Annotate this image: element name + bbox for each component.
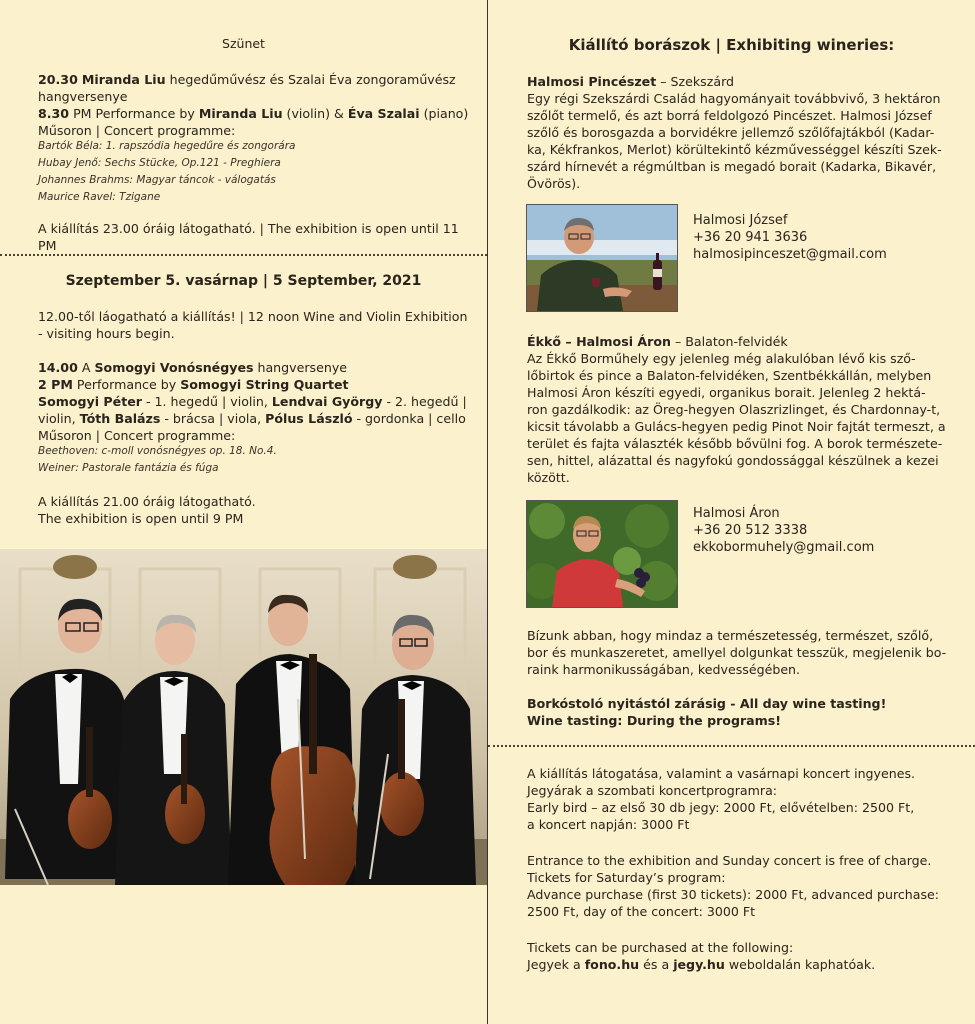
winery2-photo bbox=[526, 500, 678, 608]
closing-line: Bízunk abban, hogy mindaz a természetesség, természet, szőlő, bbox=[527, 628, 934, 643]
right-column bbox=[488, 0, 975, 1024]
concert2-line2: 2 PM Performance by Somogyi String Quartet bbox=[38, 377, 349, 392]
break-label: Szünet bbox=[222, 36, 265, 51]
winery1-block bbox=[527, 73, 967, 192]
concert2-programme-label: Műsoron | Concert programme: bbox=[38, 428, 236, 443]
concert2-members-line1: Somogyi Péter - 1. hegedű | violin, Lendvai György - 2. hegedű | bbox=[38, 394, 467, 409]
winery2-block bbox=[527, 333, 967, 486]
tickets-en-line: Tickets for Saturday’s program: bbox=[527, 870, 726, 885]
concert1-line3: 8.30 PM Performance by Miranda Liu (violin) & Éva Szalai (piano) bbox=[38, 106, 469, 121]
winery2-desc-line: Halmosi Áron készíti egyedi, organikus borait. Jelenleg 2 hektá- bbox=[527, 385, 926, 400]
winery1-desc-line: szőlőt termelő, és azt borrá feldolgozó Pincészet. Halmosi József bbox=[527, 108, 932, 123]
contact-phone[interactable]: +36 20 512 3338 bbox=[693, 523, 808, 538]
programme-item: Hubay Jenő: Sechs Stücke, Op.121 - Preghiera bbox=[38, 157, 281, 169]
winery2-desc-line: Az Ékkő Borműhely egy jelenleg még alakulóban lévő kis sző- bbox=[527, 351, 916, 366]
contact-email[interactable]: ekkobormuhely@gmail.com bbox=[693, 540, 875, 555]
jegy-link[interactable]: jegy.hu bbox=[673, 957, 725, 972]
section-divider bbox=[0, 254, 487, 256]
tickets-hu-line: Jegyárak a szombati koncertprogramra: bbox=[527, 783, 778, 798]
tickets-en-line: 2500 Ft, day of the concert: 3000 Ft bbox=[527, 904, 756, 919]
tickets-block bbox=[527, 765, 967, 973]
tickets-hu-line: Early bird – az első 30 db jegy: 2000 Ft, elővételben: 2500 Ft, bbox=[527, 800, 915, 815]
quartet-photo bbox=[0, 549, 487, 885]
programme-item: Maurice Ravel: Tzigane bbox=[38, 191, 161, 203]
closing-line: bor és munkaszeretet, amellyel dolgunkat tesszük, megjelenik bo- bbox=[527, 645, 947, 660]
winery2-title: Ékkő – Halmosi Áron – Balaton-felvidék bbox=[527, 334, 788, 349]
programme-item: Bartók Béla: 1. rapszódia hegedűre és zongorára bbox=[38, 140, 296, 152]
winery1-desc-line: ka, Kékfrankos, Merlot) körültekintő kézművességgel készíti Szek- bbox=[527, 142, 942, 157]
sunday-heading: Szeptember 5. vasárnap | 5 September, 2021 bbox=[65, 273, 422, 289]
concert1-programme-label: Műsoron | Concert programme: bbox=[38, 123, 236, 138]
contact-email[interactable]: halmosipinceszet@gmail.com bbox=[693, 247, 887, 262]
winery1-desc-line: Egy régi Szekszárdi Család hagyományait továbbvivő, 3 hektáron bbox=[527, 91, 941, 106]
winery2-contact bbox=[693, 505, 874, 556]
contact-phone[interactable]: +36 20 941 3636 bbox=[693, 230, 808, 245]
tasting-line1: Borkóstoló nyitástól zárásig - All day wine tasting! bbox=[527, 696, 887, 711]
fono-link[interactable]: fono.hu bbox=[584, 957, 640, 972]
tickets-en-line: Advance purchase (first 30 tickets): 2000 Ft, advanced purchase: bbox=[527, 887, 940, 902]
winery1-desc-line: Övörös). bbox=[527, 176, 581, 191]
winery2-desc-line: lőbirtok és pince a Balaton-felvidéken, Szentbékkállán, melyben bbox=[527, 368, 932, 383]
programme-item: Johannes Brahms: Magyar táncok - válogatás bbox=[38, 174, 276, 186]
winery1-title: Halmosi Pincészet – Szekszárd bbox=[527, 74, 735, 89]
winery1-desc-line: szárd hírnevét a régmúltban is megadó borait (Kadarka, Bikavér, bbox=[527, 159, 937, 174]
sunday-open-line2: - visiting hours begin. bbox=[38, 326, 175, 341]
concert1-line1: 20.30 Miranda Liu hegedűművész és Szalai Éva zongoraművész bbox=[38, 72, 456, 87]
winery1-desc-line: szőlő és borosgazda a borvidékre jellemző szőlőfajtákból (Kadar- bbox=[527, 125, 935, 140]
concert2-members-line2: violin, Tóth Balázs - brácsa | viola, Pólus László - gordonka | cello bbox=[38, 411, 466, 426]
concert1-line2: hangversenye bbox=[38, 89, 128, 104]
programme-item: Beethoven: c-moll vonósnégyes op. 18. No.4. bbox=[38, 445, 277, 457]
closing-block bbox=[527, 627, 967, 729]
left-column bbox=[0, 0, 487, 1024]
tasting-line2: Wine tasting: During the programs! bbox=[527, 713, 782, 728]
exhibition-note-en: The exhibition is open until 9 PM bbox=[38, 511, 244, 526]
tickets-hu-line: a koncert napján: 3000 Ft bbox=[527, 817, 690, 832]
winery2-desc-line: ron gazdálkodik: az Öreg-hegyen Olaszrizlinget, és Chardonnay-t, bbox=[527, 402, 941, 417]
contact-name: Halmosi József bbox=[693, 213, 788, 228]
winery2-desc-line: között. bbox=[527, 470, 570, 485]
section-divider bbox=[488, 745, 975, 747]
wineries-heading: Kiállító borászok | Exhibiting wineries: bbox=[568, 36, 895, 54]
exhibition-note-hu: A kiállítás 21.00 óráig látogatható. bbox=[38, 494, 256, 509]
programme-item: Weiner: Pastorale fantázia és fúga bbox=[38, 462, 219, 474]
sunday-block bbox=[38, 308, 478, 527]
closing-line: raink harmonikusságában, kedvességében. bbox=[527, 662, 801, 677]
winery1-contact bbox=[693, 212, 887, 263]
exhibition-note: A kiállítás 23.00 óráig látogatható. | The exhibition is open until 11 PM bbox=[38, 221, 459, 253]
sunday-open-line1: 12.00-től láogatható a kiállítás! | 12 noon Wine and Violin Exhibition bbox=[38, 309, 468, 324]
winery1-photo bbox=[526, 204, 678, 312]
contact-name: Halmosi Áron bbox=[693, 506, 780, 521]
purchase-line1: Tickets can be purchased at the following: bbox=[527, 940, 794, 955]
tickets-en-line: Entrance to the exhibition and Sunday concert is free of charge. bbox=[527, 853, 932, 868]
concert1-block bbox=[38, 71, 478, 254]
winery2-desc-line: sen, hittel, alázattal és nagyfokú gondossággal készülnek a kezei bbox=[527, 453, 939, 468]
winery2-desc-line: terület és fajta választék később bővülni fog. A borok természete- bbox=[527, 436, 943, 451]
concert2-line1: 14.00 A Somogyi Vonósnégyes hangversenye bbox=[38, 360, 348, 375]
tickets-hu-line: A kiállítás látogatása, valamint a vasárnapi koncert ingyenes. bbox=[527, 766, 916, 781]
winery2-desc-line: kicsit távolabb a Gulács-hegyen pedig Pinot Noir fajtát termeszt, a bbox=[527, 419, 946, 434]
purchase-line2: Jegyek a fono.hu és a jegy.hu weboldalán kaphatóak. bbox=[527, 957, 876, 972]
